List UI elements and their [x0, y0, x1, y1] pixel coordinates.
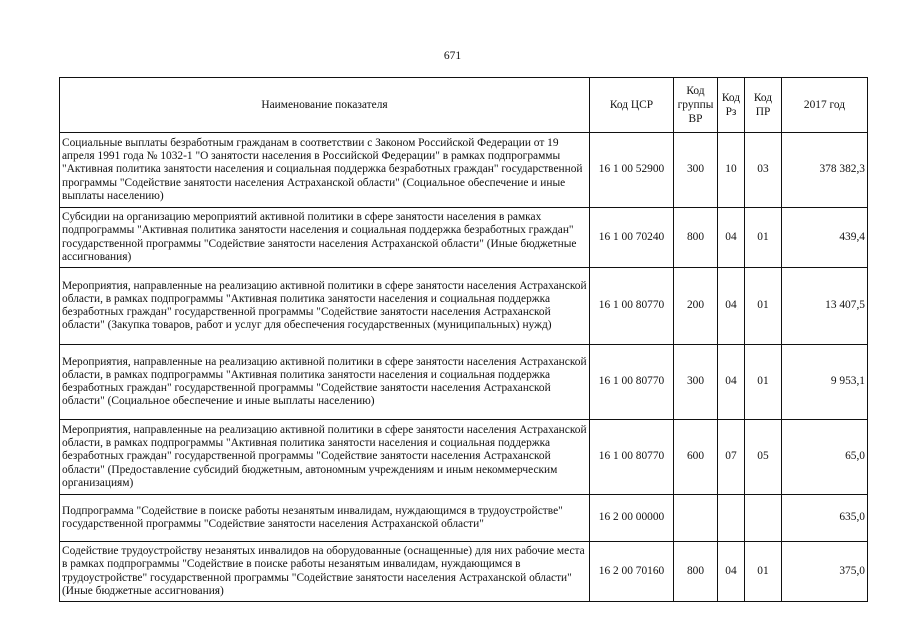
row-rz: 04	[718, 345, 745, 420]
row-rz: 04	[718, 208, 745, 268]
row-vr	[674, 495, 718, 542]
header-pr: Код ПР	[745, 78, 782, 133]
row-pr: 01	[745, 208, 782, 268]
table-header	[60, 78, 868, 133]
row-csr: 16 1 00 80770	[590, 345, 674, 420]
row-name: Мероприятия, направленные на реализацию активной политики в сфере занятости населения Астраханской области, в рамках подпрограммы "Активная политика занятости населения и социальная поддержка безработных граждан" государственной программы "Содействие занятости населения Астраханской области" (Закупка товаров, работ и услуг для обеспечения государственных (муниципальных) нужд)	[60, 268, 590, 345]
row-pr: 01	[745, 345, 782, 420]
row-pr: 03	[745, 133, 782, 208]
row-name: Содействие трудоустройству незанятых инвалидов на оборудованные (оснащенные) для них рабочие места в рамках подпрограммы "Содействие в поиске работы незанятым инвалидам, нуждающимся в трудоустройстве" государственной программы "Содействие занятости населения Астраханской области" (Иные бюджетные ассигнования)	[60, 542, 590, 602]
row-rz: 04	[718, 268, 745, 345]
table-row	[60, 542, 868, 602]
row-rz: 10	[718, 133, 745, 208]
header-rz: Код Рз	[718, 78, 745, 133]
row-csr: 16 1 00 70240	[590, 208, 674, 268]
row-amount: 378 382,3	[782, 133, 868, 208]
row-name: Мероприятия, направленные на реализацию активной политики в сфере занятости населения Астраханской области, в рамках подпрограммы "Активная политика занятости населения и социальная поддержка безработных граждан" государственной программы "Содействие занятости населения Астраханской области" (Предоставление субсидий бюджетным, автономным учреждениям и иным некоммерческим организациям)	[60, 420, 590, 495]
row-vr: 600	[674, 420, 718, 495]
row-vr: 800	[674, 208, 718, 268]
row-amount: 9 953,1	[782, 345, 868, 420]
table-row	[60, 268, 868, 345]
table-row	[60, 208, 868, 268]
row-csr: 16 2 00 00000	[590, 495, 674, 542]
row-amount: 635,0	[782, 495, 868, 542]
row-amount: 439,4	[782, 208, 868, 268]
table-row	[60, 133, 868, 208]
row-csr: 16 2 00 70160	[590, 542, 674, 602]
row-amount: 375,0	[782, 542, 868, 602]
header-year: 2017 год	[782, 78, 868, 133]
header-csr: Код ЦСР	[590, 78, 674, 133]
row-rz: 04	[718, 542, 745, 602]
page-number: 671	[443, 50, 462, 62]
row-name: Субсидии на организацию мероприятий активной политики в сфере занятости населения в рамках подпрограммы "Активная политика занятости населения и социальная поддержка безработных граждан" государственной программы "Содействие занятости населения Астраханской области" (Иные бюджетные ассигнования)	[60, 208, 590, 268]
row-vr: 300	[674, 133, 718, 208]
row-amount: 13 407,5	[782, 268, 868, 345]
row-amount: 65,0	[782, 420, 868, 495]
header-vr: Код группы ВР	[674, 78, 718, 133]
row-name: Социальные выплаты безработным гражданам в соответствии с Законом Российской Федерации от 19 апреля 1991 года № 1032-1 "О занятости населения в Российской Федерации" в рамках подпрограммы "Активная политика занятости населения и социальная поддержка безработных граждан" государственной программы "Содействие занятости населения Астраханской области" (Социальное обеспечение и иные выплаты населению)	[60, 133, 590, 208]
row-rz	[718, 495, 745, 542]
row-pr: 01	[745, 268, 782, 345]
table-row	[60, 495, 868, 542]
table-row	[60, 345, 868, 420]
row-csr: 16 1 00 80770	[590, 420, 674, 495]
row-vr: 300	[674, 345, 718, 420]
row-pr	[745, 495, 782, 542]
row-csr: 16 1 00 52900	[590, 133, 674, 208]
row-vr: 200	[674, 268, 718, 345]
row-rz: 07	[718, 420, 745, 495]
table-row	[60, 420, 868, 495]
row-name: Подпрограмма "Содействие в поиске работы незанятым инвалидам, нуждающимся в трудоустройстве" государственной программы "Содействие занятости населения Астраханской области"	[60, 495, 590, 542]
row-pr: 01	[745, 542, 782, 602]
row-name: Мероприятия, направленные на реализацию активной политики в сфере занятости населения Астраханской области, в рамках подпрограммы "Активная политика занятости населения и социальная поддержка безработных граждан" государственной программы "Содействие занятости населения Астраханской области" (Социальное обеспечение и иные выплаты населению)	[60, 345, 590, 420]
row-vr: 800	[674, 542, 718, 602]
row-csr: 16 1 00 80770	[590, 268, 674, 345]
header-name: Наименование показателя	[60, 78, 590, 133]
budget-table	[59, 77, 868, 602]
row-pr: 05	[745, 420, 782, 495]
